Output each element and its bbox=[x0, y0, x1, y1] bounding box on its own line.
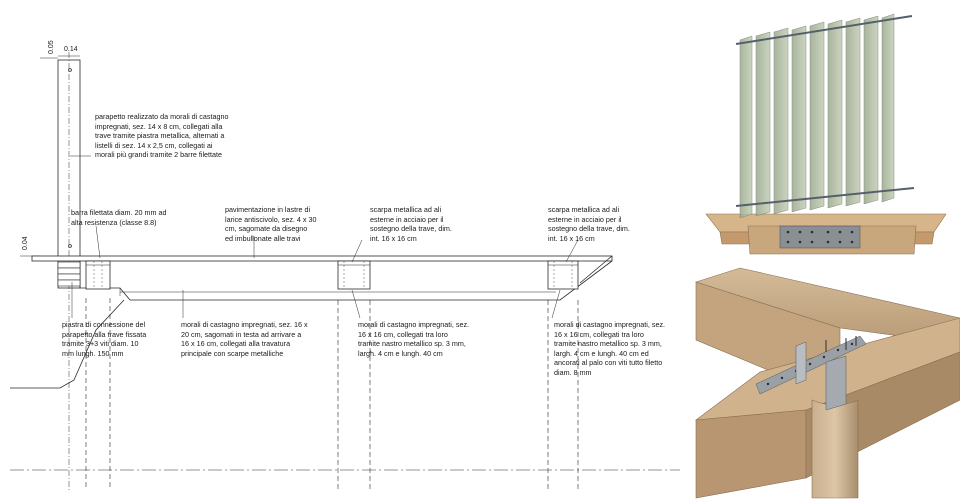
note-morali-nastro-2: morali di castagno impregnati, sez. 16 x 16 cm, collegati tra loro tramite nastro metallico sp. 3 mm, largh. 4 cm e lungh. 40 cm ed ancorati al palo con viti tutto filetto diam. 8 mm bbox=[554, 320, 666, 377]
joint-3d-view bbox=[696, 262, 960, 498]
metal-plate-3d bbox=[780, 226, 860, 248]
parapet-fins bbox=[740, 14, 894, 218]
leader-lines bbox=[70, 156, 578, 318]
metal-shoe-3 bbox=[548, 261, 578, 289]
deck-slab bbox=[32, 256, 612, 261]
joist-stack bbox=[58, 262, 80, 286]
note-piastra: piastra di connessione del parapetto alla trave fissata tramite 3+3 viti diam. 10 mm lungh. 150 mm bbox=[62, 320, 147, 358]
support-column bbox=[86, 298, 578, 490]
note-scarpa-1: scarpa metallica ad ali esterne in acciaio per il sostegno della trave, dim. int. 16 x 16 cm bbox=[370, 205, 452, 243]
parapet-3d-view bbox=[706, 14, 946, 254]
metal-shoe-3d-side bbox=[796, 342, 806, 384]
note-morali-nastro-1: morali di castagno impregnati, sez. 16 x 16 cm, collegati tra loro tramite nastro metallico sp. 3 mm, largh. 4 cm e lungh. 40 cm bbox=[358, 320, 470, 358]
top-elevation-label: 0.05 bbox=[48, 40, 55, 54]
deck-elevation-label: 0.04 bbox=[22, 236, 29, 250]
note-barra: barra filettata diam. 20 mm ad alta resistenza (classe 8.8) bbox=[71, 208, 167, 227]
note-pavimentazione: pavimentazione in lastre di larice antiscivolo, sez. 4 x 30 cm, sagomate da disegno ed imbullonate alle travi bbox=[225, 205, 317, 243]
metal-shoe-1 bbox=[86, 261, 110, 289]
note-scarpa-2: scarpa metallica ad ali esterne in acciaio per il sostegno della trave, dim. int. 16 x 16 cm bbox=[548, 205, 630, 243]
column-3d bbox=[812, 400, 858, 498]
note-morali-principali: morali di castagno impregnati, sez. 16 x 20 cm, sagomati in testa ad arrivare a 16 x 16 cm, collegati alla travatura principale con scarpe metalliche bbox=[181, 320, 308, 358]
metal-shoe-3d bbox=[826, 356, 846, 410]
post-width-label: 0.14 bbox=[64, 46, 78, 53]
metal-shoe-2 bbox=[338, 261, 370, 289]
note-parapetto: parapetto realizzato da morali di castagno impregnati, sez. 14 x 8 cm, collegati alla trave tramite piastra metallica, alternati a listelli di sez. 14 x 2,5 cm, collegati ai morali più grandi tramite 2 barre filettate bbox=[95, 112, 229, 160]
